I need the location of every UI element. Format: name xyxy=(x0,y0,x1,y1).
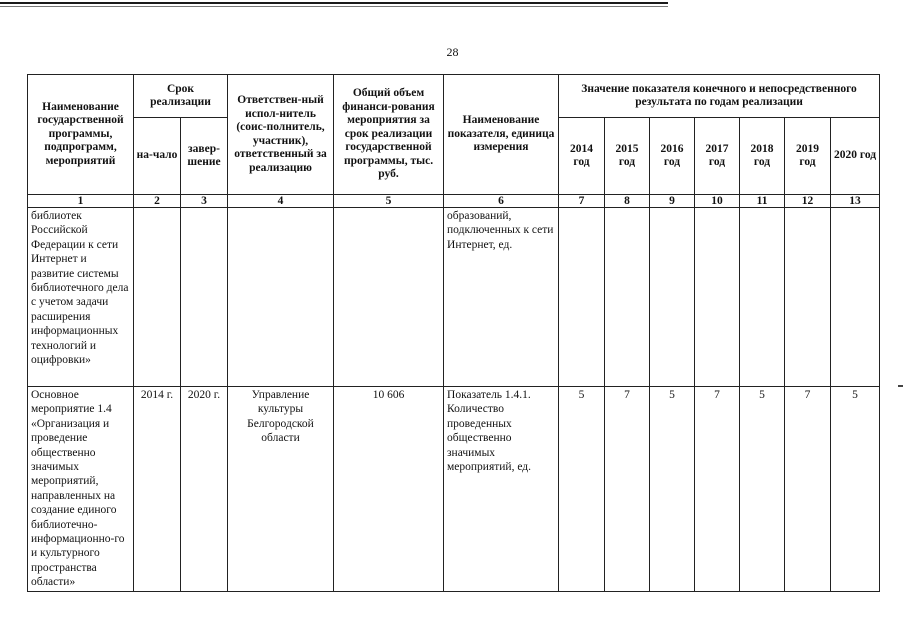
row-value-2015 xyxy=(605,208,650,387)
header-indicator: Наименование показателя, единица измерения xyxy=(444,75,559,195)
header-term-end: завер-шение xyxy=(181,118,228,195)
column-number: 1 xyxy=(28,195,134,208)
table-row xyxy=(28,208,880,387)
column-number: 3 xyxy=(181,195,228,208)
row-responsible: Управление культуры Белгородской области xyxy=(228,387,334,592)
row-program-name: Основное мероприятие 1.4 «Организация и проведение общественно значимых мероприятий, направленных на создание единого библиотечно-информационно-го и культурного пространства области» xyxy=(28,387,134,592)
row-value-2016: 5 xyxy=(650,387,695,592)
row-value-2019: 7 xyxy=(785,387,831,592)
header-year-2017: 2017 год xyxy=(695,118,740,195)
header-year-2014: 2014 год xyxy=(559,118,605,195)
row-value-2018 xyxy=(740,208,785,387)
row-indicator: Показатель 1.4.1. Количество проведенных общественно значимых мероприятий, ед. xyxy=(444,387,559,592)
column-number: 7 xyxy=(559,195,605,208)
header-year-2018: 2018 год xyxy=(740,118,785,195)
column-number: 4 xyxy=(228,195,334,208)
row-indicator: образований, подключенных к сети Интернет, ед. xyxy=(444,208,559,387)
column-number: 9 xyxy=(650,195,695,208)
column-number: 8 xyxy=(605,195,650,208)
row-program-name: библиотек Российской Федерации к сети Интернет и развитие системы библиотечного дела с учетом задачи расширения информационных технологий и оцифровки» xyxy=(28,208,134,387)
row-term-end xyxy=(181,208,228,387)
column-number: 12 xyxy=(785,195,831,208)
header-year-2020: 2020 год xyxy=(831,118,880,195)
header-term: Срок реализации xyxy=(134,75,228,118)
page-number: 28 xyxy=(446,45,459,59)
row-value-2015: 7 xyxy=(605,387,650,592)
row-value-2014 xyxy=(559,208,605,387)
row-term-end: 2020 г. xyxy=(181,387,228,592)
row-funding xyxy=(334,208,444,387)
table-row xyxy=(28,387,880,592)
header-year-2016: 2016 год xyxy=(650,118,695,195)
column-number-row xyxy=(28,195,880,208)
row-value-2017: 7 xyxy=(695,387,740,592)
column-number: 2 xyxy=(134,195,181,208)
header-year-2019: 2019 год xyxy=(785,118,831,195)
header-responsible: Ответствен-ный испол-нитель (соис-полнитель, участник), ответственный за реализацию xyxy=(228,75,334,195)
row-term-start: 2014 г. xyxy=(134,387,181,592)
header-values-group: Значение показателя конечного и непосредственного результата по годам реализации xyxy=(559,75,880,118)
header-funding: Общий объем финанси-рования мероприятия за срок реализации государственной программы, тыс. руб. xyxy=(334,75,444,195)
row-value-2020 xyxy=(831,208,880,387)
column-number: 11 xyxy=(740,195,785,208)
column-number: 10 xyxy=(695,195,740,208)
row-value-2016 xyxy=(650,208,695,387)
column-number: 5 xyxy=(334,195,444,208)
row-value-2020: 5 xyxy=(831,387,880,592)
scan-edge-mark xyxy=(898,385,903,387)
row-responsible xyxy=(228,208,334,387)
column-number: 13 xyxy=(831,195,880,208)
row-value-2019 xyxy=(785,208,831,387)
header-program-name: Наименование государственной программы, подпрограмм, мероприятий xyxy=(28,75,134,195)
row-value-2017 xyxy=(695,208,740,387)
row-value-2014: 5 xyxy=(559,387,605,592)
header-rule xyxy=(0,2,668,4)
header-year-2015: 2015 год xyxy=(605,118,650,195)
row-funding: 10 606 xyxy=(334,387,444,592)
header-term-start: на-чало xyxy=(134,118,181,195)
row-value-2018: 5 xyxy=(740,387,785,592)
header-rule-thin xyxy=(0,6,668,7)
row-term-start xyxy=(134,208,181,387)
column-number: 6 xyxy=(444,195,559,208)
program-table xyxy=(27,74,880,592)
